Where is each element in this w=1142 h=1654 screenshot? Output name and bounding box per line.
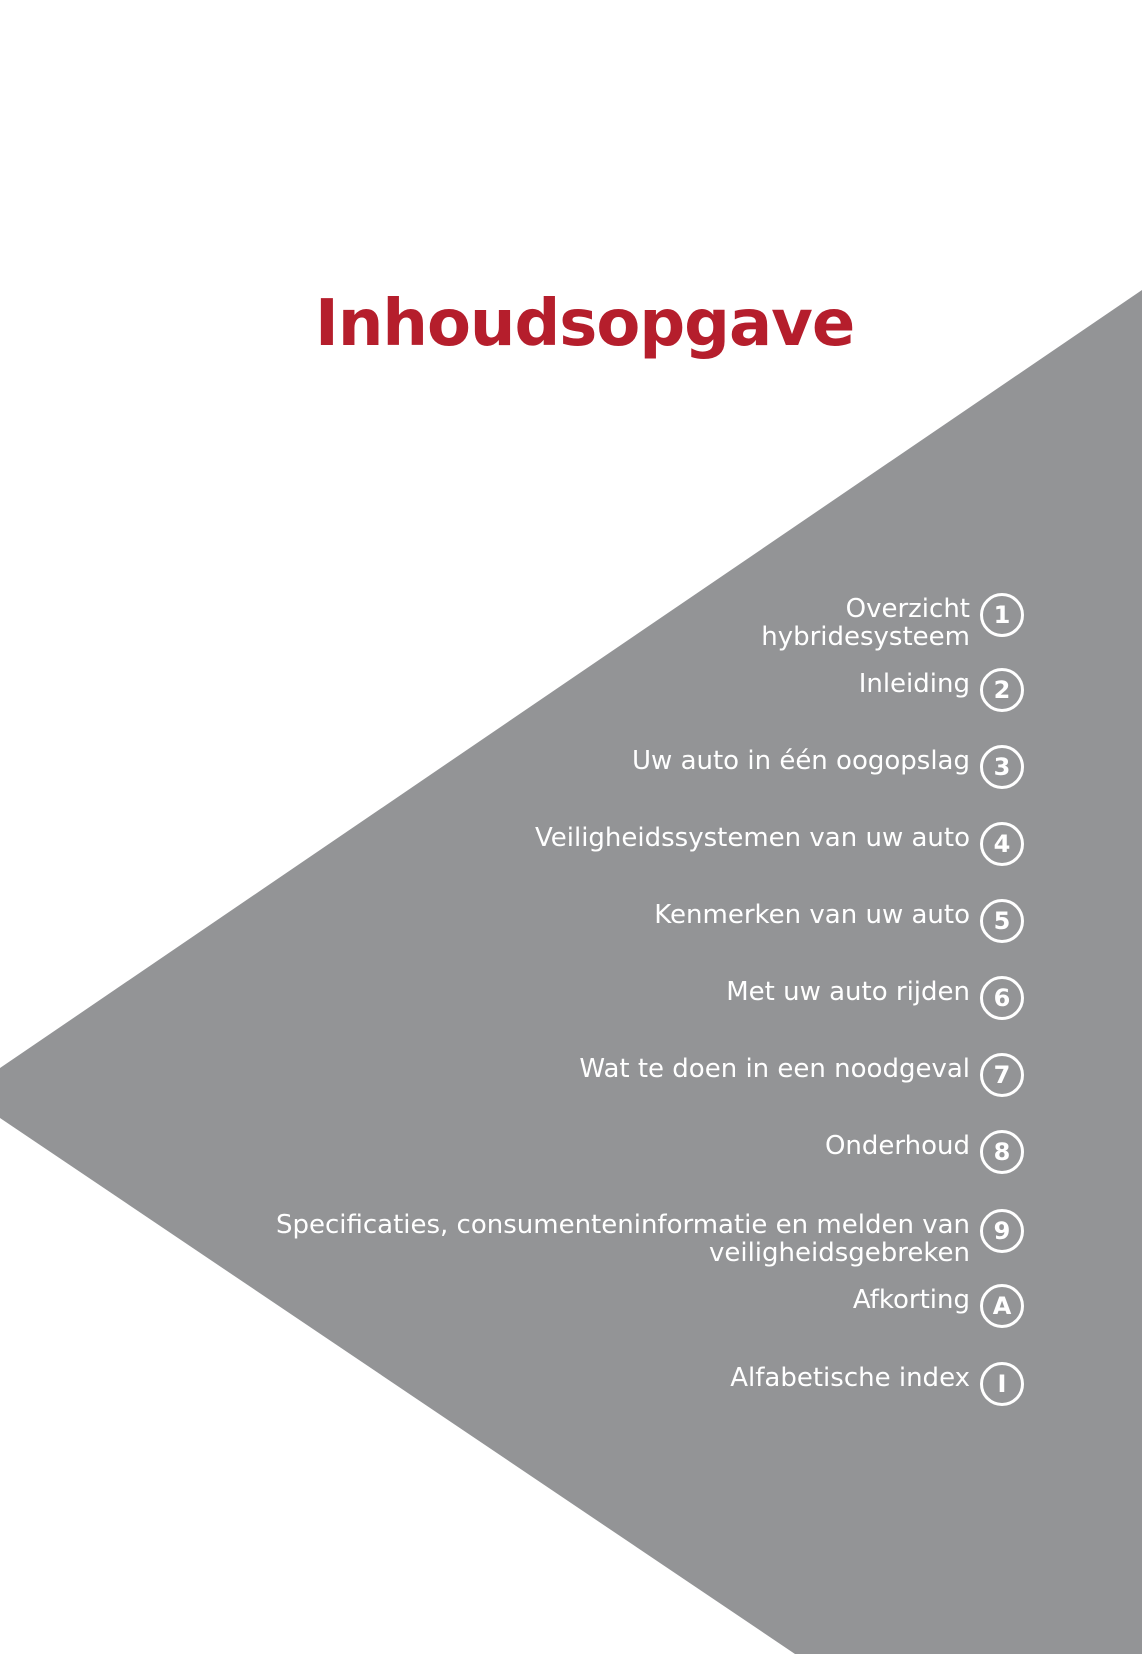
toc-label: Afkorting bbox=[852, 1285, 970, 1315]
chapter-i-icon: I bbox=[980, 1362, 1024, 1406]
toc-label: Kenmerken van uw auto bbox=[654, 900, 970, 930]
chapter-3-icon: 3 bbox=[980, 745, 1024, 789]
toc-label: Inleiding bbox=[858, 669, 970, 699]
toc-item-5[interactable] bbox=[654, 899, 1024, 943]
chapter-8-icon: 8 bbox=[980, 1130, 1024, 1174]
toc-label: Veiligheidssystemen van uw auto bbox=[534, 823, 970, 853]
chapter-6-icon: 6 bbox=[980, 976, 1024, 1020]
chapter-7-icon: 7 bbox=[980, 1053, 1024, 1097]
chapter-a-icon: A bbox=[980, 1284, 1024, 1328]
toc-label: Met uw auto rijden bbox=[726, 977, 970, 1007]
toc-item-2[interactable] bbox=[859, 668, 1024, 712]
chapter-5-icon: 5 bbox=[980, 899, 1024, 943]
toc-label: Onderhoud bbox=[824, 1131, 970, 1161]
toc-item-a[interactable] bbox=[853, 1284, 1024, 1328]
toc-item-6[interactable] bbox=[726, 976, 1024, 1020]
toc-item-4[interactable] bbox=[535, 822, 1024, 866]
chapter-4-icon: 4 bbox=[980, 822, 1024, 866]
toc-item-7[interactable] bbox=[579, 1053, 1024, 1097]
toc-item-8[interactable] bbox=[825, 1130, 1024, 1174]
toc-item-3[interactable] bbox=[632, 745, 1024, 789]
toc-label: Alfabetische index bbox=[730, 1363, 970, 1393]
toc-label: Overzicht hybridesysteem bbox=[761, 594, 970, 652]
chapter-2-icon: 2 bbox=[980, 668, 1024, 712]
toc-item-9[interactable] bbox=[276, 1209, 1024, 1267]
toc-item-1[interactable] bbox=[761, 593, 1024, 651]
toc-item-index[interactable] bbox=[730, 1362, 1024, 1406]
toc-label: Specificaties, consumenteninformatie en melden van veiligheidsgebreken bbox=[275, 1210, 970, 1268]
page-title: Inhoudsopgave bbox=[315, 287, 855, 361]
toc-label: Uw auto in één oogopslag bbox=[632, 746, 970, 776]
chapter-1-icon: 1 bbox=[980, 593, 1024, 637]
chapter-9-icon: 9 bbox=[980, 1209, 1024, 1253]
toc-label: Wat te doen in een noodgeval bbox=[579, 1054, 970, 1084]
